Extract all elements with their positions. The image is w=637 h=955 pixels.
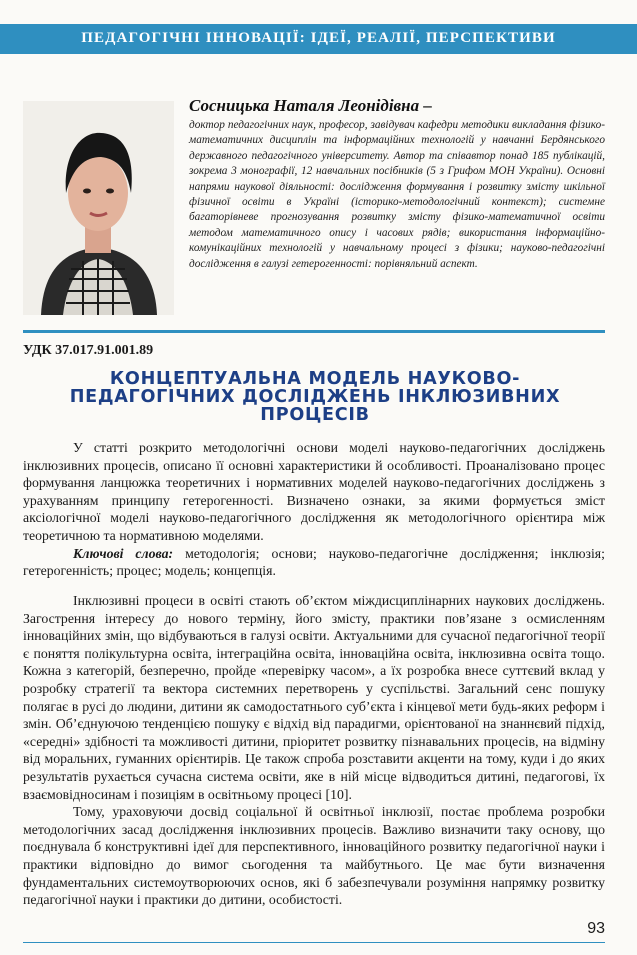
- author-portrait-image: [23, 101, 174, 315]
- author-photo: [23, 101, 174, 315]
- body-paragraph: Інклюзивні процеси в освіті стають об’єктом міждисциплінарних наукових досліджень. Загострення інтересу до нового терміну, його змісту, практики пов’язане з осмисленням інноваційних змін, що відбуваються в галузі освіти. Актуальними для сучасної педагогічної теорії є поняття полікультурна освіта, інтеграційна освіта, інноваційна освіта, інклюзивна освіта тощо. Кожна з категорій, безперечно, пройде «перевірку часом», а їх розробка внесе суттєвий вклад у розробку стратегії та вектора системних перетворень у суспільстві. Загальний сенс пошуку полягає в русі до людини, дитини як самодостатнього суб’єкта і кінцевої мети будь-яких реформ і змін. Об’єднуючою тенденцією пошуку є відхід від парадигми, орієнтованої на знаннєвий підхід, «середні» здібності та можливості дитини, пріоритет розвитку пізнавальних процесів, на відміну від моральних, гуманних орієнтирів. Це також спроба розставити акценти на тому, куди і до яких результатів рухається сучасна система освіти, яке в ній місце відводиться дитині, педагогові, їх взаємовідносинам і позиціям в освітньому процесі [10].: [23, 593, 605, 802]
- author-name: Сосницька Наталя Леонідівна –: [189, 96, 432, 115]
- header-band: [0, 24, 637, 54]
- keywords-line: [23, 545, 605, 580]
- abstract-text: У статті розкрито методологічні основи моделі науково-педагогічних досліджень інклюзивних процесів, описано її основні характеристики й особливості. Проаналізовано процес формування ланцюжка теоретичних і нормативних моделей науково-педагогічних досліджень з урахуванням принципу гетерогенності. Визначено ознаки, за якими формується зміст аксіологічної моделі науково-педагогічного дослідження як методологічного орієнтира між теоретичною та нормативною моделями.: [23, 440, 605, 543]
- author-bio: доктор педагогічних наук, професор, завідувач кафедри методики викладання фізико-математичних дисциплін та інформаційних технологій у навчанні Бердянського державного педагогічного університету. Автор та співавтор понад 185 публікацій, зокрема 3 монографії, 12 навчальних посібників (5 з Грифом МОН України). Основні напрями наукової діяльності: дослідження формування і розвитку змісту шкільної фізичної освіти в Україні (історико-методологічний контекст); системне багаторівневе прогнозування розвитку змісту фізико-математичної освіти методом математичного опису і часових рядів; використання інформаційно-комунікаційних технологій у навчальному процесі з фізики; науково-педагогічні дослідження в галузі гетерогенності: порівняльний аспект.: [189, 119, 605, 270]
- author-info: [189, 96, 605, 272]
- keywords-text: методологія; основи; науково-педагогічне дослідження; інклюзія; гетерогенність; процес; модель; концепція.: [23, 545, 605, 579]
- udc-code: УДК 37.017.91.001.89: [23, 343, 154, 358]
- article-body: [23, 592, 605, 909]
- section-divider: [23, 330, 605, 333]
- body-paragraph: Тому, ураховуючи досвід соціальної й освітньої інклюзії, постає проблема розробки методологічних засад дослідження інклюзивних процесів. Важливо визначити таку основу, що поєднувала б конструктивні ідеї для перспективного, інноваційного розвитку педагогічної науки і практики відповідно до вимог сьогодення та майбутнього. Це має бути визначення фундаментальних системоутворюючих основ, які б забезпечували розуміння напрямку розвитку педагогічної науки і практики до дитини, особистості.: [23, 804, 605, 908]
- abstract-block: [23, 439, 605, 580]
- running-header: ПЕДАГОГІЧНІ ІННОВАЦІЇ: ІДЕЇ, РЕАЛІЇ, ПЕРСПЕКТИВИ: [81, 30, 556, 46]
- page-number: 93: [587, 920, 605, 937]
- footer-divider: [23, 942, 605, 943]
- article-title: КОНЦЕПТУАЛЬНА МОДЕЛЬ НАУКОВО-ПЕДАГОГІЧНИХ ДОСЛІДЖЕНЬ ІНКЛЮЗИВНИХ ПРОЦЕСІВ: [69, 369, 561, 425]
- keywords-label: Ключові слова:: [73, 545, 174, 561]
